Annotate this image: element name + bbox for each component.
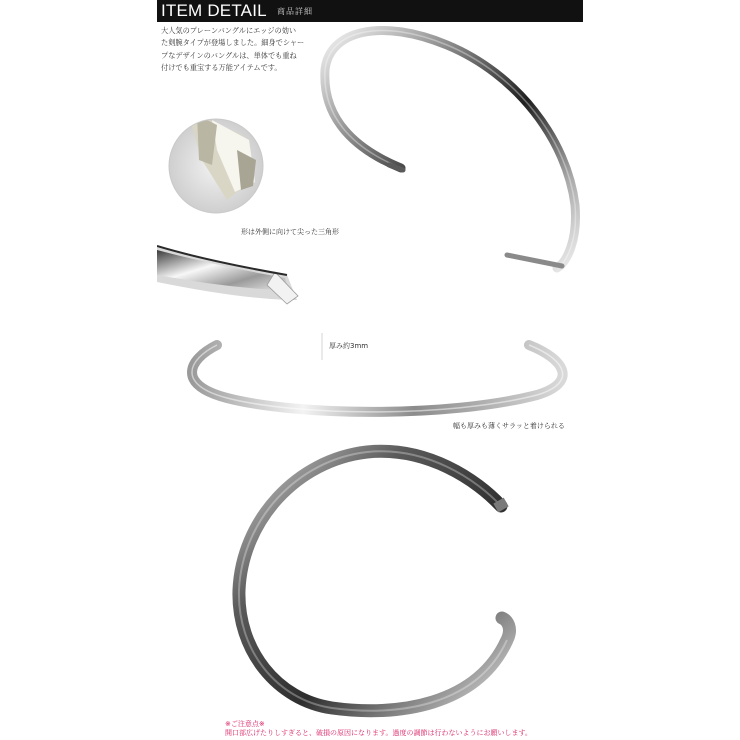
caption-wear-comfort: 幅も厚みも薄くサラッと着けられる — [453, 422, 565, 430]
caption-thickness: 厚み約3mm — [329, 342, 369, 350]
bangle-end-closeup-photo — [157, 245, 298, 304]
bangle-angled-photo — [325, 30, 576, 268]
section-title: ITEM DETAIL — [161, 1, 267, 20]
notice-body: 開口部広げたりしすぎると、破損の原因になります。過度の調節は行わないようにお願いします。 — [225, 729, 532, 737]
product-photos — [157, 0, 583, 740]
header-bar — [157, 0, 583, 22]
bangle-front-view-photo — [239, 451, 510, 710]
caption-edge-shape: 形は外側に向けて尖った三角形 — [241, 228, 339, 236]
description-line: 大人気のプレーンバングルにエッジの効い — [161, 26, 297, 35]
description-line: た剣腕タイプが登場しました。細身でシャー — [161, 38, 305, 48]
section-subtitle: 商品詳細 — [277, 7, 313, 16]
description-line: プなデザインのバングルは、単体でも重ね — [161, 50, 297, 60]
item-detail-panel — [157, 0, 583, 740]
bangle-side-view-photo — [192, 333, 563, 412]
notice-title: ※ご注意点※ — [225, 720, 265, 728]
description-line: 付けでも重宝する万能アイテムです。 — [161, 62, 282, 72]
notice — [225, 720, 532, 738]
edge-closeup-circle-photo — [169, 110, 263, 213]
product-description — [161, 25, 333, 74]
